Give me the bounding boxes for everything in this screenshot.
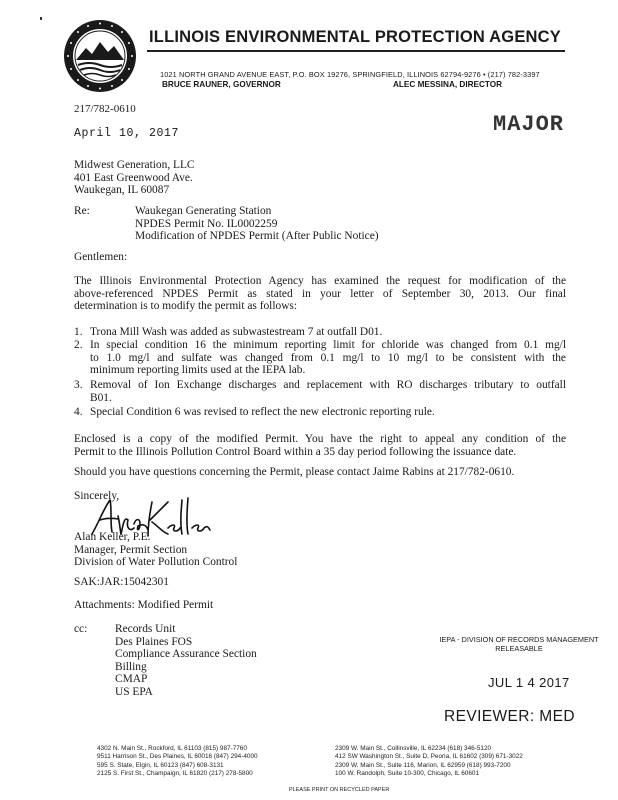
item-number: 1. — [74, 326, 83, 338]
recipient-line: Midwest Generation, LLC — [74, 159, 195, 171]
office-address: 412 SW Washington St., Suite D, Peoria, IL 61602 (309) 671-3022 — [335, 753, 523, 761]
recipient-line: 401 East Greenwood Ave. — [74, 171, 193, 184]
office-address: 595 S. State, Elgin, IL 60123 (847) 608-3131 — [97, 761, 224, 769]
cc-recipient: CMAP — [115, 673, 148, 686]
attachments-line: Attachments: Modified Permit — [74, 599, 214, 611]
recipient-address — [74, 159, 195, 197]
cc-recipient: Des Plaines FOS — [115, 635, 193, 648]
item-line: to 1.0 mg/l and sulfate was changed from 0.1 mg/l to 10 mg/l to be consistent with the — [90, 351, 566, 364]
stamp-line: RELEASABLE — [495, 644, 543, 653]
paragraph-line: determination is to modify the permit as follows: — [74, 300, 298, 313]
office-address: 100 W. Randolph, Suite 10-300, Chicago, IL 60601 — [335, 770, 480, 778]
letterhead-rule — [147, 50, 565, 52]
signer-name: Alan Keller, P.E. — [74, 531, 151, 543]
closing: Sincerely, — [74, 490, 120, 502]
contact-paragraph: Should you have questions concerning the Permit, please contact Jaime Rabins at 217/782-0610. — [74, 466, 515, 478]
paragraph-line: Enclosed is a copy of the modified Permit. You have the right to appeal any condition of the — [74, 433, 566, 445]
paragraph-line: above-referenced NPDES Permit as stated in your letter of September 30, 2013. Our final — [74, 287, 566, 300]
cc-recipient: Records Unit — [115, 623, 176, 635]
records-management-stamp — [424, 635, 614, 653]
item-number: 4. — [74, 406, 83, 418]
item-line: Special Condition 6 was revised to reflect the new electronic reporting rule. — [90, 406, 435, 418]
agency-address: 1021 NORTH GRAND AVENUE EAST, P.O. BOX 19276, SPRINGFIELD, ILLINOIS 62794-9276 • (217) 782-3397 — [160, 70, 540, 79]
cc-label: cc: — [74, 623, 88, 635]
director-name: ALEC MESSINA, DIRECTOR — [393, 80, 503, 89]
subject-line: Modification of NPDES Permit (After Public Notice) — [135, 230, 379, 243]
office-address: 2309 W. Main St., Collinsville, IL 62234 (618) 346-5120 — [335, 745, 492, 752]
office-address: 4302 N. Main St., Rockford, IL 61103 (815) 987-7760 — [97, 745, 247, 752]
office-address: 9511 Harrison St., Des Plaines, IL 60016 (847) 294-4000 — [97, 753, 258, 761]
signer-block — [74, 531, 237, 569]
phone-number: 217/782-0610 — [74, 103, 136, 115]
re-label: Re: — [74, 205, 90, 217]
agency-name: ILLINOIS ENVIRONMENTAL PROTECTION AGENCY — [149, 28, 561, 46]
signer-title: Manager, Permit Section — [74, 543, 188, 556]
appeal-paragraph — [74, 433, 566, 458]
item-line: In special condition 16 the minimum reporting limit for chloride was changed from 0.1 mg/l — [90, 339, 566, 351]
item-line: minimum reporting limits used at the IEPA lab. — [90, 364, 306, 377]
cc-recipient: Compliance Assurance Section — [115, 648, 257, 661]
letter-date: April 10, 2017 — [74, 127, 180, 140]
item-line: Trona Mill Wash was added as subwastestream 7 at outfall D01. — [90, 326, 383, 338]
salutation: Gentlemen: — [74, 251, 128, 263]
subject-block — [135, 205, 379, 243]
cc-recipient: US EPA — [115, 685, 153, 698]
major-stamp: MAJOR — [493, 112, 565, 137]
office-address: 2309 W. Main St., Suite 116, Marion, IL 62959 (618) 993-7200 — [335, 761, 511, 769]
governor-name: BRUCE RAUNER, GOVERNOR — [162, 80, 281, 89]
footer-offices-right — [335, 745, 523, 779]
reviewer-stamp: REVIEWER: MED — [444, 708, 575, 725]
recycled-paper-note: PLEASE PRINT ON RECYCLED PAPER — [289, 787, 390, 793]
item-line: Removal of Ion Exchange discharges and replacement with RO discharges tributary to outfall — [90, 379, 566, 391]
paragraph-line: Permit to the Illinois Pollution Control Board within a 35 day period following the issuance date. — [74, 445, 517, 458]
iepa-seal-icon — [62, 18, 138, 94]
reference-initials: SAK:JAR:15042301 — [74, 576, 169, 588]
item-line: B01. — [90, 391, 112, 404]
intro-paragraph — [74, 275, 566, 313]
cc-list — [115, 623, 257, 699]
paragraph-line: The Illinois Environmental Protection Agency has examined the request for modification of the — [74, 275, 566, 287]
subject-line: Waukegan Generating Station — [135, 205, 272, 217]
cc-recipient: Billing — [115, 660, 147, 673]
item-number: 2. — [74, 339, 83, 351]
subject-line: NPDES Permit No. IL0002259 — [135, 217, 278, 230]
stamp-line: IEPA - DIVISION OF RECORDS MANAGEMENT — [439, 635, 599, 644]
item-number: 3. — [74, 379, 83, 391]
footer-offices-left — [97, 745, 258, 779]
signer-division: Division of Water Pollution Control — [74, 556, 238, 569]
recipient-line: Waukegan, IL 60087 — [74, 184, 170, 197]
scan-speck — [40, 17, 42, 20]
office-address: 2125 S. First St., Champaign, IL 61820 (217) 278-5800 — [97, 770, 253, 778]
stamp-date: JUL 1 4 2017 — [488, 675, 570, 690]
